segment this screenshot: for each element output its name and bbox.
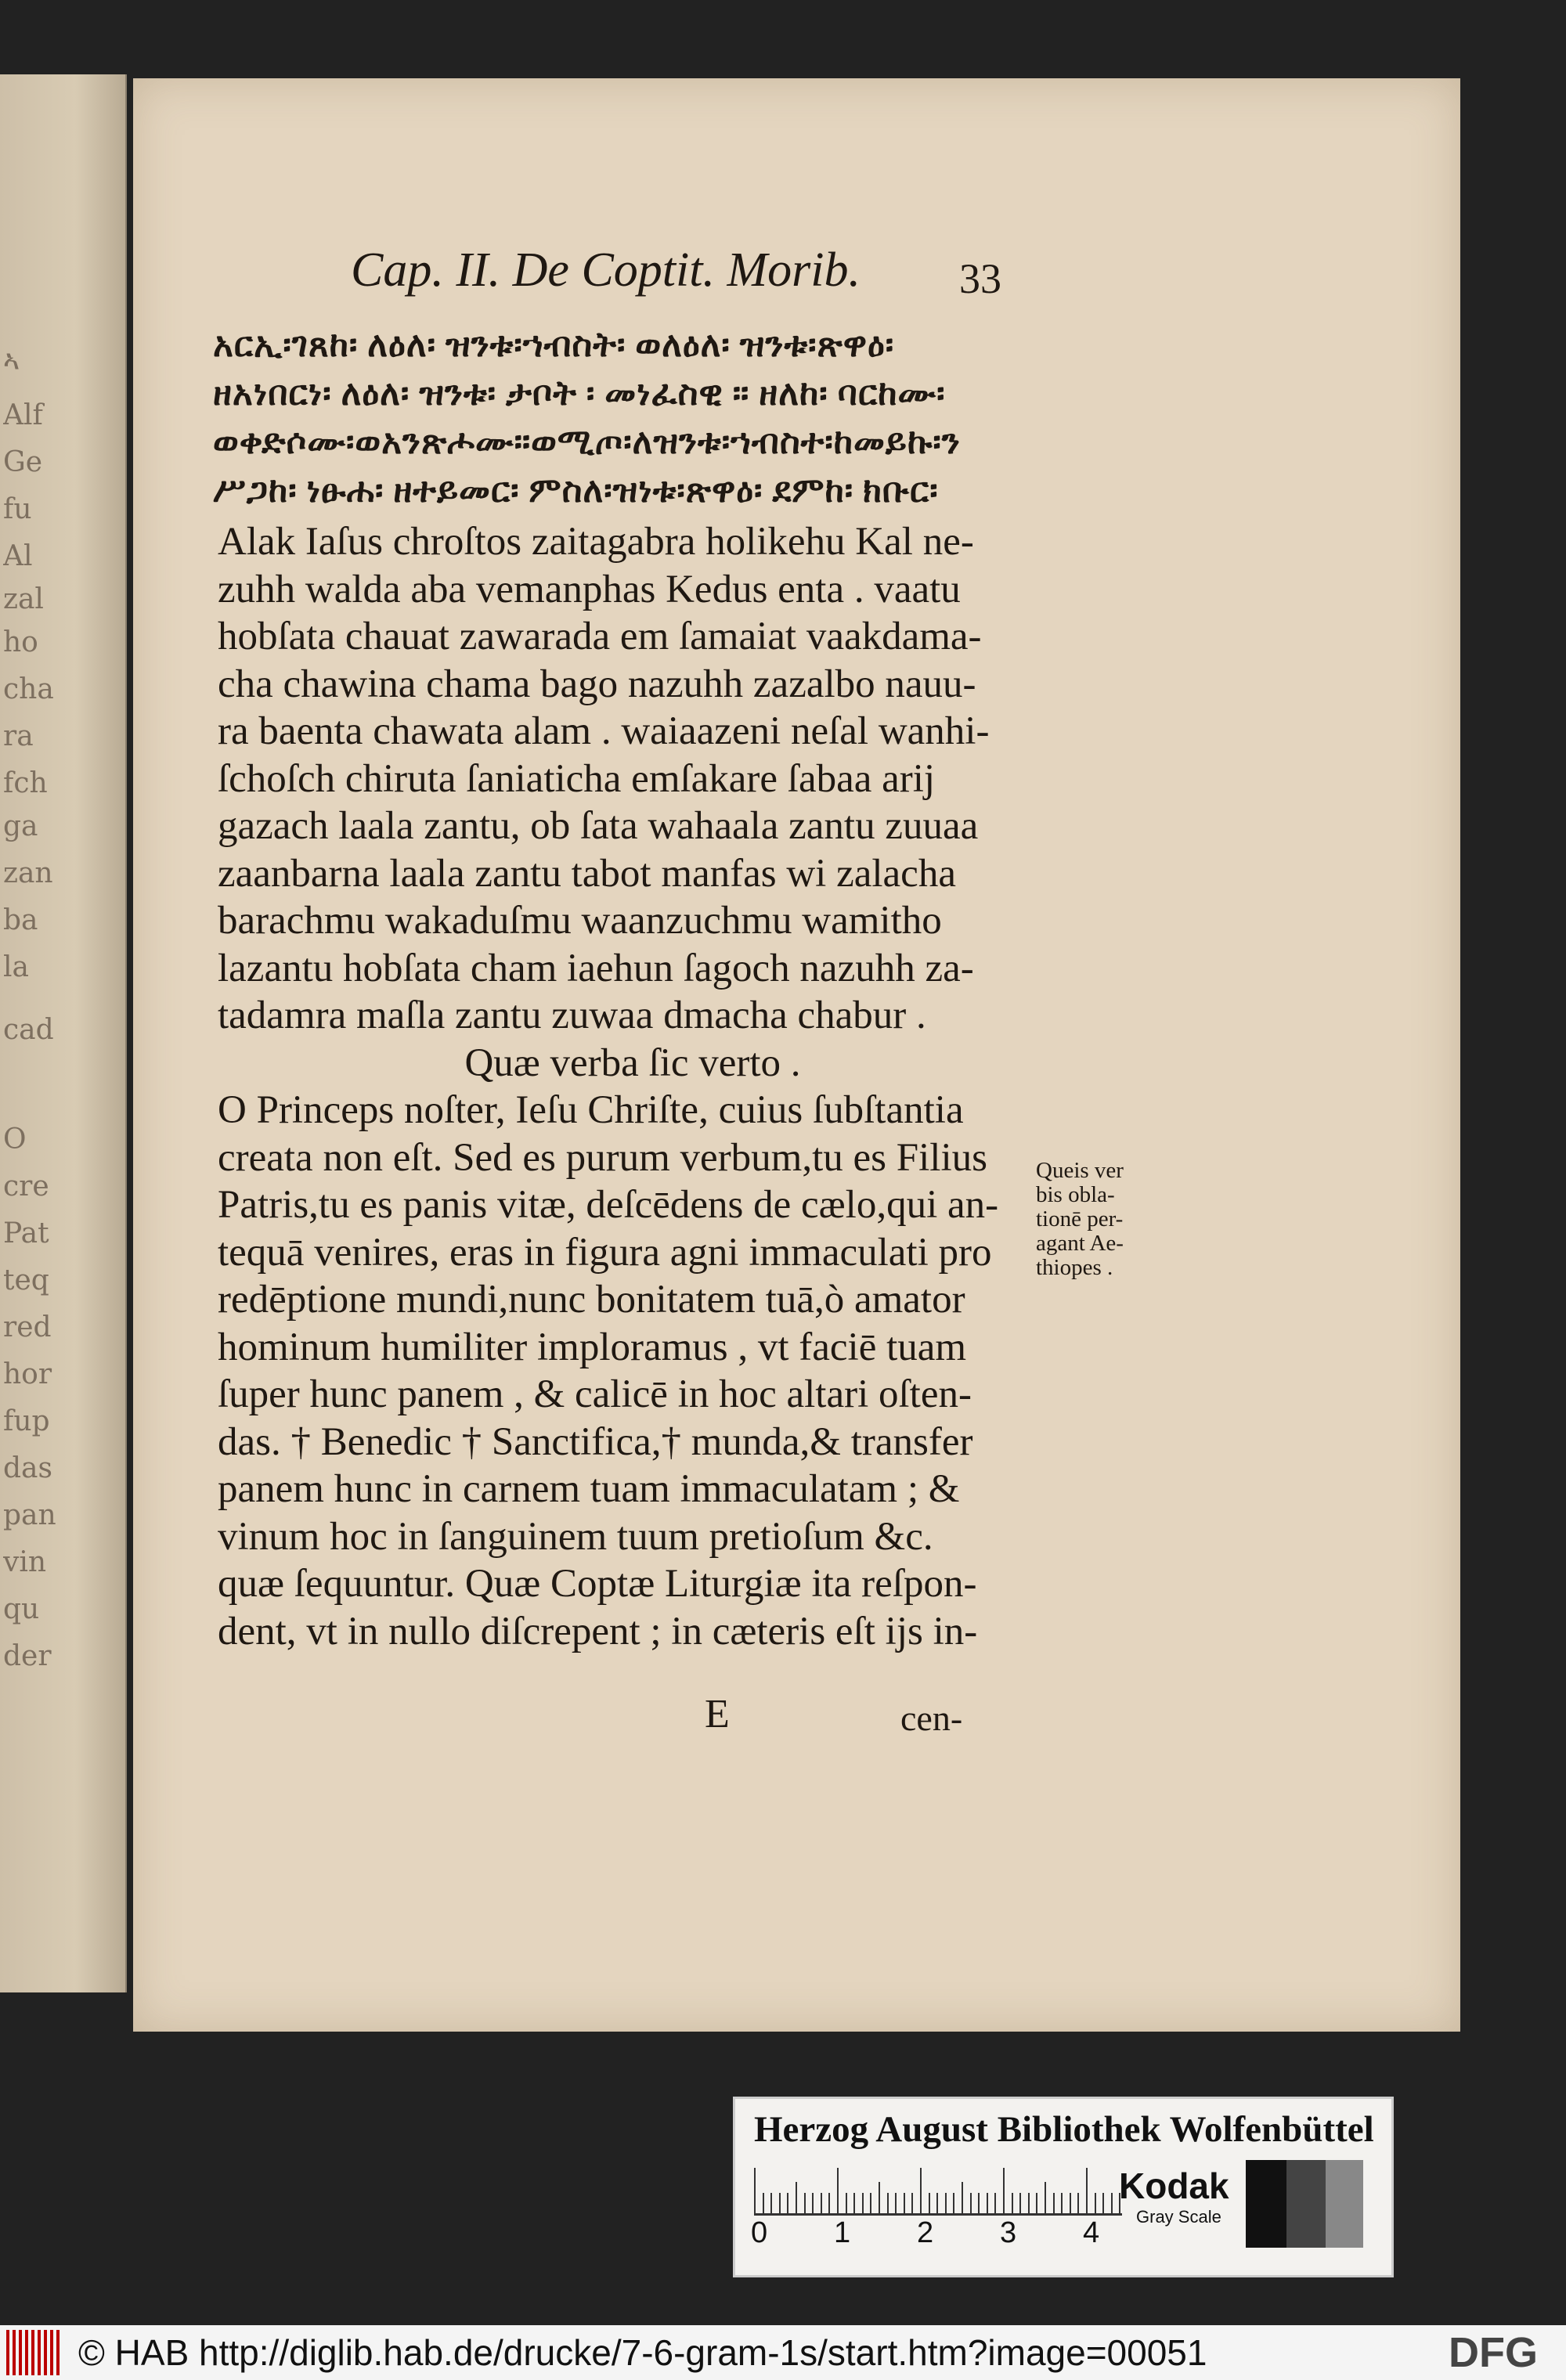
scale-ruler <box>754 2166 1122 2216</box>
ruler-tick <box>962 2182 963 2213</box>
text-line: cha chawina chama bago nazuhh zazalbo nauu- <box>218 662 976 706</box>
facing-page-fragment: cha <box>3 673 54 705</box>
ruler-number: 4 <box>1083 2216 1100 2249</box>
text-line: barachmu wakaduſmu waanzuchmu wamitho <box>218 899 942 943</box>
ruler-tick <box>837 2168 839 2213</box>
footer-bar <box>0 2325 1566 2380</box>
text-line: Alak Iaſus chroſtos zaitagabra holikehu Kal ne- <box>218 520 974 564</box>
facing-page-fragment: ኣ <box>3 344 20 377</box>
footer-link[interactable]: © HAB http://diglib.hab.de/drucke/7-6-gram-1s/start.htm?image=00051 <box>78 2332 1207 2373</box>
facing-page-fragment: hor <box>3 1358 52 1390</box>
facing-page-fragment: la <box>3 951 29 983</box>
ruler-tick <box>1036 2193 1037 2213</box>
facing-page-fragment: zan <box>3 857 53 889</box>
ruler-tick <box>870 2193 871 2213</box>
text-line: zaanbarna laala zantu tabot manfas wi zalacha <box>218 851 956 896</box>
ruler-tick <box>1045 2182 1046 2213</box>
ruler-tick <box>770 2193 772 2213</box>
section-heading: Quæ verba ſic verto . <box>464 1040 801 1085</box>
marginal-line: thiopes . <box>1036 1255 1113 1280</box>
ruler-tick <box>1019 2193 1021 2213</box>
ruler-tick <box>787 2193 788 2213</box>
facing-page-fragment: fch <box>3 767 48 799</box>
facing-page-fragment: fup <box>3 1405 50 1437</box>
ruler-number: 2 <box>917 2216 934 2249</box>
ruler-tick <box>862 2193 864 2213</box>
text-line: ſuper hunc panem , & calicē in hoc altari oſten- <box>218 1372 972 1416</box>
ruler-tick <box>970 2193 972 2213</box>
facing-page-fragment: zal <box>3 583 44 615</box>
text-line: O Princeps noſter, Ieſu Chriſte, cuius ſubſtantia <box>218 1088 964 1132</box>
ruler-tick <box>804 2193 806 2213</box>
text-line: tadamra maſla zantu zuwaa dmacha chabur . <box>218 993 926 1037</box>
text-line: hobſata chauat zawarada em ſamaiat vaakdama- <box>218 615 982 658</box>
ruler-number: 1 <box>834 2216 851 2249</box>
ruler-tick <box>1012 2193 1013 2213</box>
facing-page-fragment: ra <box>3 720 34 752</box>
dfg-logo: DFG <box>1449 2329 1538 2376</box>
ruler-tick <box>904 2193 905 2213</box>
facing-page-fragment: cad <box>3 1014 54 1046</box>
text-line: gazach laala zantu, ob ſata wahaala zantu zuuaa <box>218 804 979 848</box>
marginal-line: Queis ver <box>1036 1158 1124 1183</box>
ruler-tick <box>1102 2193 1104 2213</box>
text-line: quæ ſequuntur. Quæ Coptæ Liturgiæ ita reſpon- <box>218 1562 977 1606</box>
ruler-tick <box>1028 2193 1030 2213</box>
ethiopic-text-block <box>213 321 1043 515</box>
ethiopic-line: ሥጋከ፡ ነፁሐ፡ ዘተይመር፡ ምስለ፡ዝነቱ፡ጽዋዕ፡ ደምከ፡ ክቡር፡ <box>213 471 939 510</box>
ruler-tick <box>828 2193 830 2213</box>
facing-page-fragment: Alf <box>3 399 43 431</box>
ruler-tick <box>779 2193 781 2213</box>
facing-page-fragment: red <box>3 1311 52 1343</box>
text-line: zuhh walda aba vemanphas Kedus enta . vaatu <box>218 567 961 611</box>
page-number: 33 <box>959 255 1001 302</box>
ruler-tick <box>978 2193 980 2213</box>
kodak-logo: Kodak <box>1119 2165 1229 2206</box>
ruler-tick <box>945 2193 947 2213</box>
catchword: cen- <box>900 1698 963 1738</box>
ethiopic-line: ወቀድሶሙ፡ወአንጽሖሙ።ወሚጦ፡ለዝንቱ፡ኀብስተ፡ከመይኩ፡ን <box>213 423 961 461</box>
signature-mark: E <box>705 1692 730 1736</box>
ruler-tick <box>763 2193 764 2213</box>
ruler-tick <box>953 2193 954 2213</box>
black-swatch <box>1246 2160 1286 2248</box>
text-line: tequā venires, eras in figura agni immaculati pro <box>218 1230 992 1275</box>
text-line: Patris,tu es panis vitæ, deſcēdens de cælo,qui an- <box>218 1183 999 1227</box>
facing-page-fragment: O <box>3 1123 27 1156</box>
ruler-tick <box>796 2182 797 2213</box>
ethiopic-line: አርኢ፡ገጸከ፡ ለዕለ፡ ዝንቱ፡ኀብስት፡ ወለዕለ፡ ዝንቱ፡ጽዋዕ፡ <box>213 326 895 364</box>
running-header: Cap. II. De Coptit. Morib. <box>351 243 861 297</box>
ruler-tick <box>1061 2193 1063 2213</box>
ruler-tick <box>887 2193 889 2213</box>
marginal-line: tionē per- <box>1036 1206 1124 1231</box>
mid-gray-swatch <box>1326 2160 1363 2248</box>
ruler-number: 3 <box>1000 2216 1017 2249</box>
ruler-tick <box>987 2193 988 2213</box>
ruler-tick <box>1086 2168 1088 2213</box>
ruler-tick <box>812 2193 814 2213</box>
ruler-tick <box>920 2168 922 2213</box>
color-target-card <box>733 2097 1394 2277</box>
facing-page-fragment: der <box>3 1640 52 1672</box>
text-line: hominum humiliter imploramus , vt faciē tuam <box>218 1325 967 1369</box>
ruler-tick <box>994 2193 996 2213</box>
ruler-tick <box>879 2182 880 2213</box>
text-line: creata non eſt. Sed es purum verbum,tu es Filius <box>218 1135 987 1180</box>
ruler-tick <box>1095 2193 1096 2213</box>
marginal-note <box>1036 1159 1153 1280</box>
marginal-line: agant Ae- <box>1036 1231 1124 1256</box>
ruler-tick <box>911 2193 913 2213</box>
facing-page-fragment: pan <box>3 1499 56 1531</box>
facing-page-fragment: fu <box>3 493 32 525</box>
text-line: redēptione mundi,nunc bonitatem tuā,ò amator <box>218 1278 965 1322</box>
ruler-tick <box>853 2193 855 2213</box>
facing-page-fragment: ba <box>3 904 38 936</box>
text-line: ſchoſch chiruta ſaniaticha emſakare ſabaa arij <box>218 756 936 801</box>
ruler-tick <box>846 2193 847 2213</box>
ruler-number: 0 <box>751 2216 768 2249</box>
barcode-icon <box>6 2330 63 2375</box>
transliteration-block <box>218 518 1048 1655</box>
text-line: vinum hoc in ſanguinem tuum pretioſum &c. <box>218 1514 933 1559</box>
text-line: dent, vt in nullo diſcrepent ; in cæteris eſt ijs in- <box>218 1609 978 1653</box>
ruler-tick <box>1111 2193 1113 2213</box>
ruler-tick <box>1070 2193 1071 2213</box>
ethiopic-line: ዘአነበርነ፡ ለዕለ፡ ዝንቱ፡ ታቦት ፡ መነፈስዊ ። ዘለከ፡ ባርከሙ፡ <box>213 374 946 413</box>
facing-page-fragment: teq <box>3 1264 49 1296</box>
ruler-tick <box>929 2193 930 2213</box>
ruler-tick <box>895 2193 897 2213</box>
marginal-line: bis obla- <box>1036 1182 1115 1207</box>
text-line: panem hunc in carnem tuam immaculatam ; & <box>218 1467 960 1511</box>
ruler-tick <box>754 2168 756 2213</box>
ruler-tick <box>936 2193 938 2213</box>
facing-page-fragment: qu <box>3 1593 40 1625</box>
facing-page-fragment: cre <box>3 1170 49 1203</box>
ruler-tick <box>1053 2193 1055 2213</box>
dark-gray-swatch <box>1286 2160 1326 2248</box>
facing-page-fragment: vin <box>3 1546 47 1578</box>
facing-page-fragment: ga <box>3 810 38 842</box>
text-line: ra baenta chawata alam . waiaazeni neſal wanhi- <box>218 709 990 753</box>
gray-scale-label: Gray Scale <box>1136 2207 1221 2227</box>
facing-page-fragment: ho <box>3 626 38 658</box>
facing-page-fragment: Ge <box>3 446 43 478</box>
text-line: lazantu hobſata cham iaehun ſagoch nazuhh za- <box>218 946 974 990</box>
text-line: das. † Benedic † Sanctifica,† munda,& transfer <box>218 1419 973 1464</box>
facing-page-fragment: Pat <box>3 1217 49 1250</box>
facing-page-edge <box>0 74 127 1992</box>
facing-page-fragment: das <box>3 1452 52 1484</box>
facing-page-fragment: Al <box>3 540 33 572</box>
ruler-tick <box>1077 2193 1079 2213</box>
target-title: Herzog August Bibliothek Wolfenbüttel <box>754 2109 1374 2150</box>
ruler-tick <box>1003 2168 1005 2213</box>
ruler-tick <box>821 2193 822 2213</box>
